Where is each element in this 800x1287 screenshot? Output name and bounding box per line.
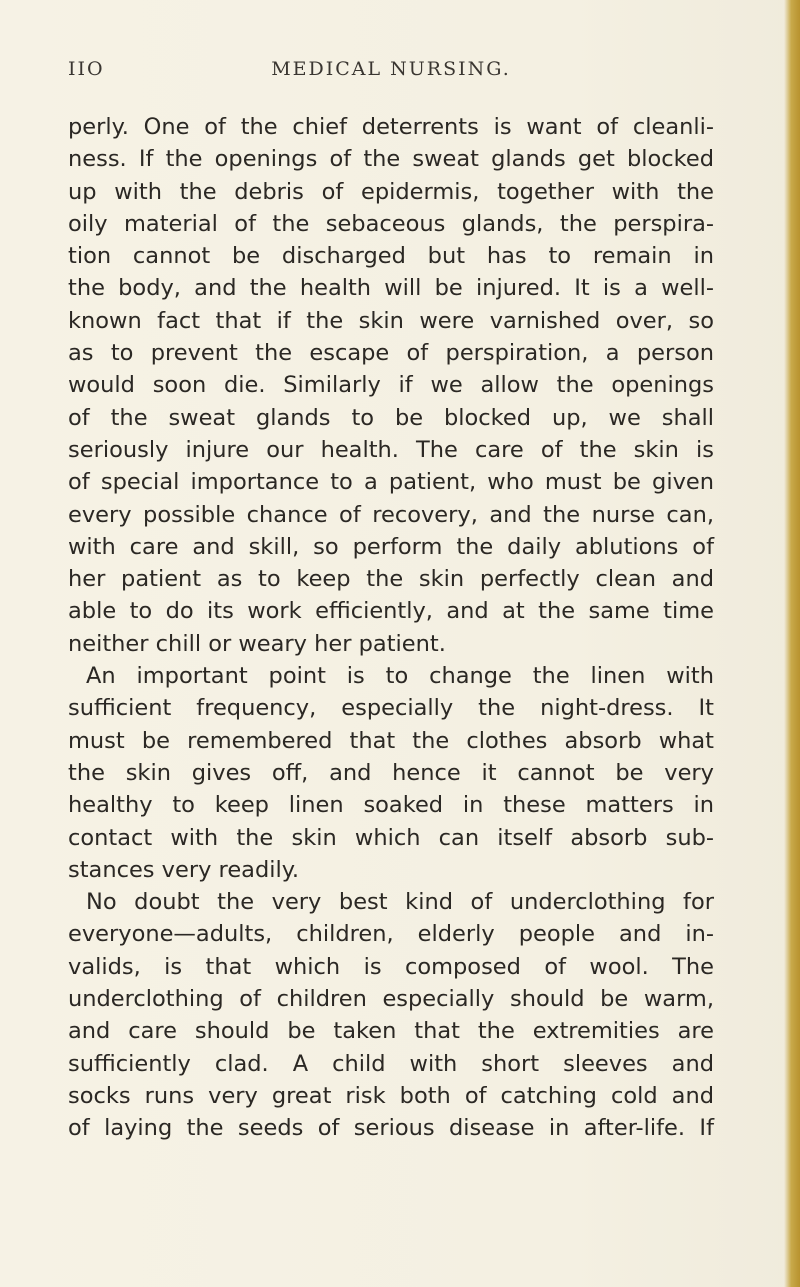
text-line: of laying the seeds of serious disease in after-life. If — [68, 1115, 714, 1142]
text-line: ness. If the openings of the sweat glands get blocked — [68, 146, 714, 173]
text-line: with care and skill, so perform the daily ablutions of — [68, 533, 714, 560]
text-line: of the sweat glands to be blocked up, we shall — [68, 404, 714, 431]
text-line: underclothing of children especially should be warm, — [68, 986, 714, 1013]
text-line: healthy to keep linen soaked in these matters in — [68, 792, 714, 819]
text-line: the skin gives off, and hence it cannot be very — [68, 759, 714, 786]
text-line: neither chill or weary her patient. — [68, 630, 446, 657]
text-line: tion cannot be discharged but has to remain in — [68, 243, 714, 270]
page-number: IIO — [68, 58, 105, 80]
running-head: MEDICAL NURSING. — [271, 58, 511, 80]
text-line: contact with the skin which can itself absorb sub- — [68, 824, 714, 851]
text-line: sufficiently clad. A child with short sleeves and — [68, 1050, 714, 1077]
page-edge — [784, 0, 800, 1287]
text-line: able to do its work efficiently, and at the same time — [68, 598, 714, 625]
text-line: everyone—adults, children, elderly people and in- — [68, 921, 714, 948]
text-line: would soon die. Similarly if we allow the openings — [68, 372, 714, 399]
text-line: valids, is that which is composed of wool. The — [68, 953, 714, 980]
text-line: the body, and the health will be injured. It is a well- — [68, 275, 714, 302]
text-line: up with the debris of epidermis, together with the — [68, 178, 714, 205]
text-line: socks runs very great risk both of catching cold and — [68, 1082, 714, 1109]
text-line: every possible chance of recovery, and the nurse can, — [68, 501, 714, 528]
text-line: known fact that if the skin were varnished over, so — [68, 307, 714, 334]
text-line: and care should be taken that the extremities are — [68, 1018, 714, 1045]
text-line: No doubt the very best kind of underclothing for — [86, 889, 714, 916]
text-line: of special importance to a patient, who must be given — [68, 469, 714, 496]
text-line: oily material of the sebaceous glands, the perspira- — [68, 210, 714, 237]
page-header — [68, 58, 714, 88]
text-line: An important point is to change the linen with — [86, 663, 714, 690]
text-line: as to prevent the escape of perspiration, a person — [68, 340, 714, 367]
text-line: must be remembered that the clothes absorb what — [68, 727, 714, 754]
text-line: stances very readily. — [68, 856, 299, 883]
text-line: seriously injure our health. The care of the skin is — [68, 436, 714, 463]
text-line: sufficient frequency, especially the night-dress. It — [68, 695, 714, 722]
text-line: perly. One of the chief deterrents is want of cleanli- — [68, 114, 714, 140]
body-text — [68, 111, 714, 1145]
text-line: her patient as to keep the skin perfectly clean and — [68, 566, 714, 593]
